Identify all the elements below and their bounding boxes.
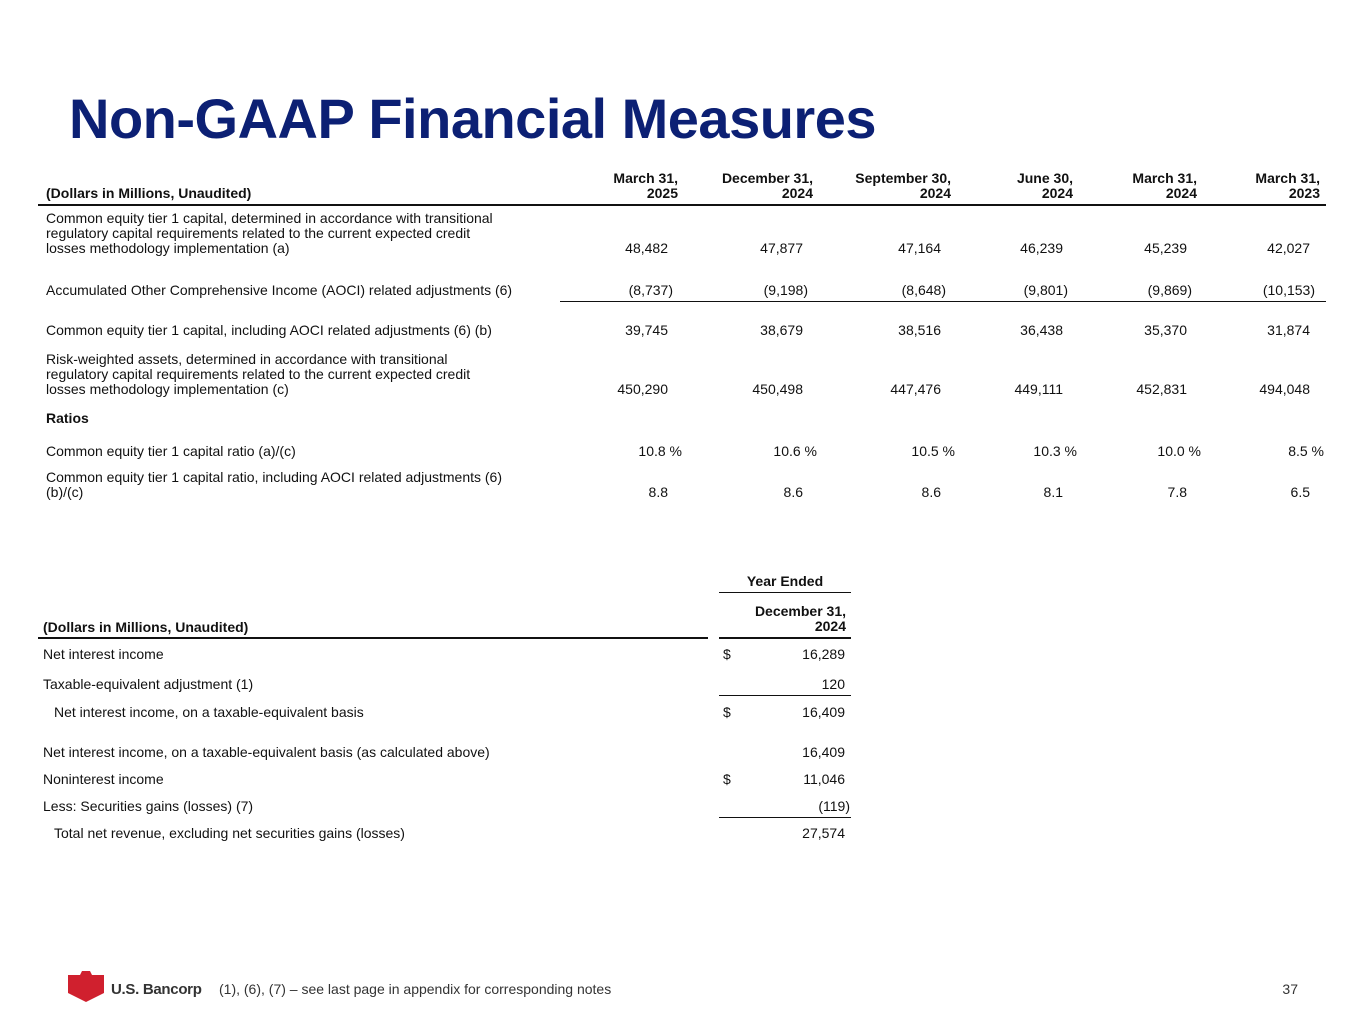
table-cell: 8.5 % [1288, 443, 1324, 459]
table-cell: (8,737) [628, 282, 673, 298]
table-cell: (9,869) [1147, 282, 1192, 298]
table-cell: 447,476 [890, 381, 941, 397]
brand-logo [68, 971, 104, 1008]
currency-symbol: $ [723, 771, 731, 787]
table-cell: 8.8 [648, 484, 668, 500]
header-rule [38, 204, 1326, 206]
table-cell: 6.5 [1290, 484, 1310, 500]
footer-note: (1), (6), (7) – see last page in appendix for corresponding notes [219, 981, 612, 997]
table-cell: 35,370 [1144, 322, 1187, 338]
subtotal-rule [719, 817, 851, 818]
table-cell: 16,409 [802, 744, 845, 760]
table-cell: 10.0 % [1157, 443, 1201, 459]
column-header: March 31, 2025 [613, 170, 678, 201]
ratios-heading: Ratios [46, 410, 89, 426]
table-cell: 46,239 [1020, 240, 1063, 256]
column-header: March 31, 2023 [1255, 170, 1320, 201]
table-cell: 10.5 % [911, 443, 955, 459]
table-cell: 450,290 [617, 381, 668, 397]
header-rule [38, 637, 708, 639]
group-header: Year Ended [746, 573, 824, 589]
table-cell: 449,111 [1014, 381, 1063, 397]
table-cell: (10,153) [1262, 282, 1315, 298]
table-cell: 38,516 [898, 322, 941, 338]
table-cell: 450,498 [752, 381, 803, 397]
shield-logo-icon [68, 971, 104, 1003]
table-row-label: Net interest income, on a taxable-equivalent basis (as calculated above) [43, 744, 490, 760]
subtotal-rule [719, 695, 851, 696]
table-cell: 7.8 [1167, 484, 1187, 500]
currency-symbol: $ [723, 704, 731, 720]
table-cell: 47,877 [760, 240, 803, 256]
row-label-rwa: Risk-weighted assets, determined in accordance with transitional regulatory capital requirements related to the current expected credit losses methodology implementation (c) [46, 351, 471, 397]
table-row-label: Taxable-equivalent adjustment (1) [43, 676, 254, 692]
table-row-label: Net interest income [43, 646, 164, 662]
table-row-label: Total net revenue, excluding net securities gains (losses) [54, 825, 405, 841]
table-row-label: Less: Securities gains (losses) (7) [43, 798, 254, 814]
row-label-cet1: Common equity tier 1 capital, determined in accordance with transitional regulatory capital requirements related to the current expected credit losses methodology implementation (a) [46, 210, 493, 256]
table-cell: 36,438 [1020, 322, 1063, 338]
column-header: September 30, 2024 [855, 170, 951, 201]
table-cell: 47,164 [898, 240, 941, 256]
table-row-label: Noninterest income [43, 771, 164, 787]
row-label-cet1-aoci: Common equity tier 1 capital, including AOCI related adjustments (6) (b) [46, 322, 492, 338]
column-header: December 31, 2024 [721, 170, 813, 201]
page-title: Non-GAAP Financial Measures [69, 87, 877, 150]
table-cell: 45,239 [1144, 240, 1187, 256]
table-cell: 42,027 [1267, 240, 1310, 256]
table-cell: 8.1 [1043, 484, 1063, 500]
table-cell: 8.6 [921, 484, 941, 500]
table-cell: 48,482 [625, 240, 668, 256]
row-label-ratio1: Common equity tier 1 capital ratio (a)/(c) [46, 443, 296, 459]
table-cell: 39,745 [625, 322, 668, 338]
table-cell: (9,198) [763, 282, 808, 298]
brand-name: U.S. Bancorp [111, 981, 202, 998]
row-label-ratio2: Common equity tier 1 capital ratio, including AOCI related adjustments (6) (b)/(c) [46, 469, 502, 500]
table-cell: (8,648) [901, 282, 946, 298]
table-cell: 8.6 [783, 484, 803, 500]
table-cell: 27,574 [802, 825, 845, 841]
group-header-rule [719, 592, 851, 593]
table-cell: 31,874 [1267, 322, 1310, 338]
table-cell: (9,801) [1023, 282, 1068, 298]
table-cell: 16,289 [802, 646, 845, 662]
column-header: December 31, 2024 [754, 603, 846, 634]
table-row-label: Net interest income, on a taxable-equivalent basis [54, 704, 364, 720]
table-cell: 494,048 [1259, 381, 1310, 397]
table-cell: 10.3 % [1033, 443, 1077, 459]
table-cell: 120 [821, 676, 845, 692]
table-cell: 11,046 [803, 771, 845, 787]
table-header-label: (Dollars in Millions, Unaudited) [43, 619, 249, 635]
table-header-label: (Dollars in Millions, Unaudited) [46, 185, 252, 201]
subtotal-rule [560, 301, 1326, 302]
column-header: March 31, 2024 [1132, 170, 1197, 201]
table-cell: 452,831 [1136, 381, 1187, 397]
currency-symbol: $ [723, 646, 731, 662]
row-label-aoci: Accumulated Other Comprehensive Income (AOCI) related adjustments (6) [46, 282, 513, 298]
table-cell: (119) [818, 798, 850, 814]
table-cell: 16,409 [802, 704, 845, 720]
table-cell: 10.6 % [773, 443, 817, 459]
header-rule [719, 637, 851, 639]
page-number: 37 [1282, 981, 1298, 997]
table-cell: 38,679 [760, 322, 803, 338]
column-header: June 30, 2024 [1016, 170, 1073, 201]
table-cell: 10.8 % [638, 443, 682, 459]
